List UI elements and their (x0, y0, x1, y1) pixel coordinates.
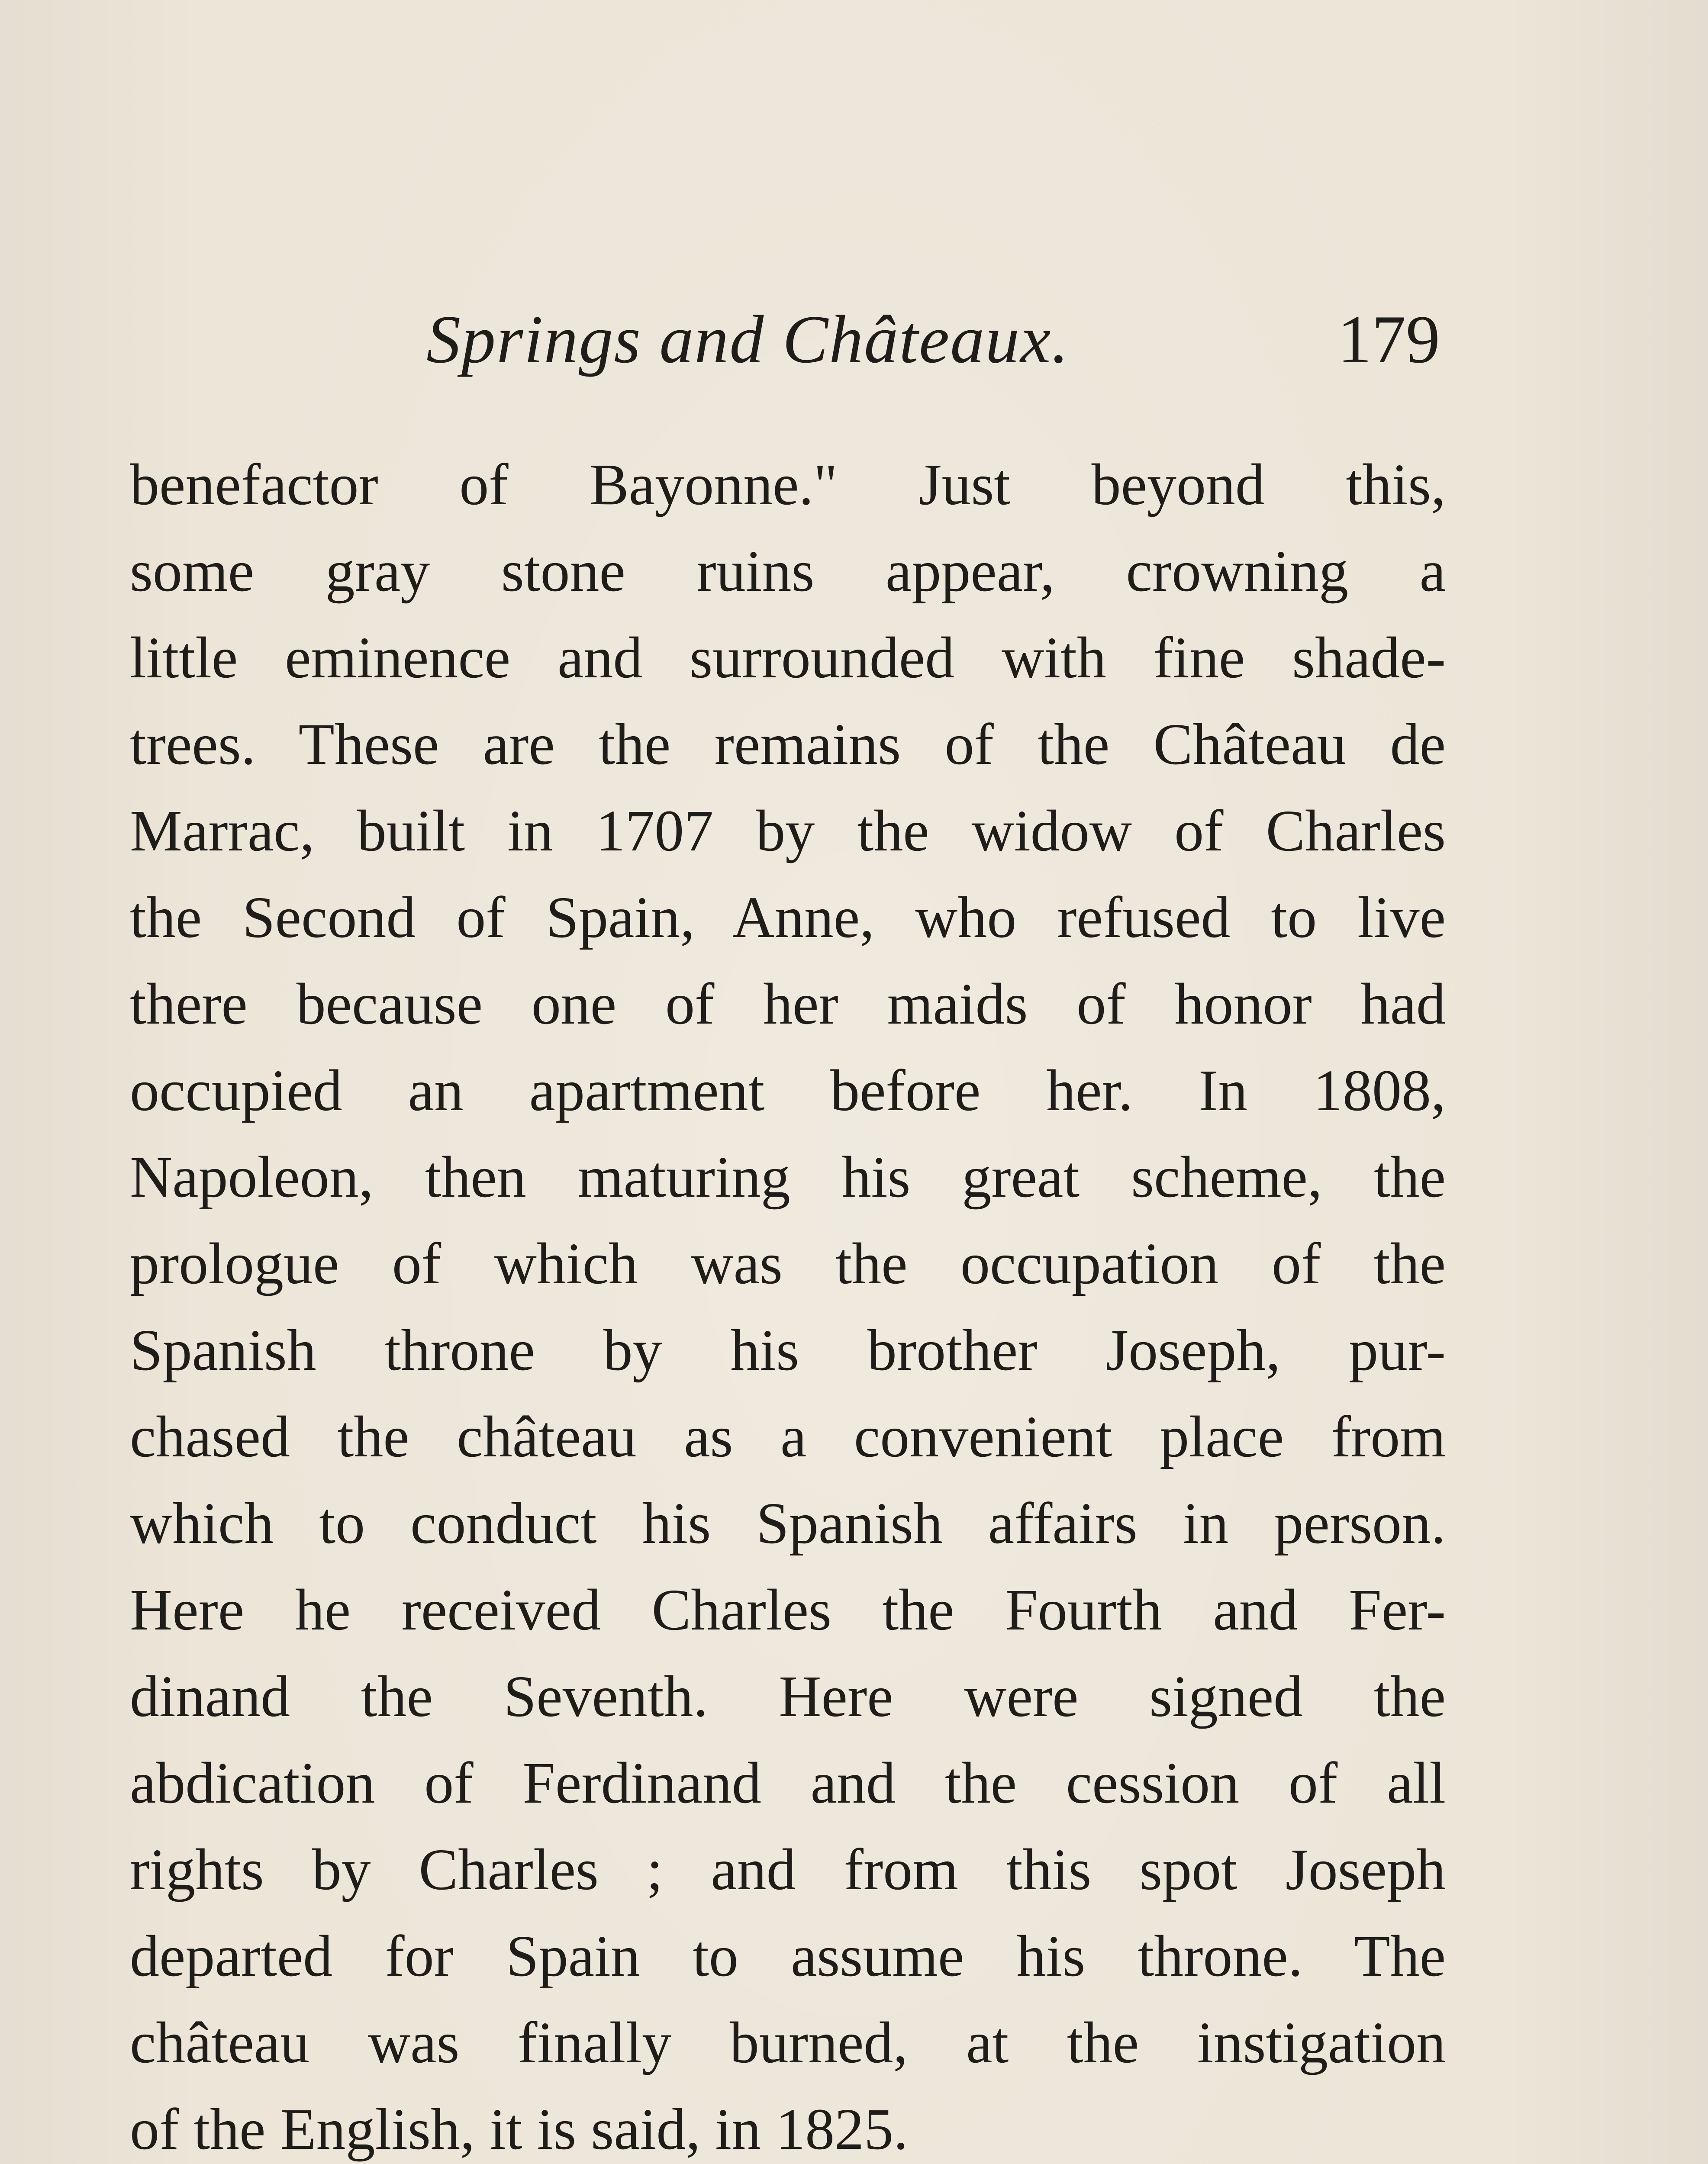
text-line: trees. These are the remains of the Château de (130, 712, 1446, 777)
body-text (130, 441, 1446, 2164)
text-line: little eminence and surrounded with fine shade- (130, 625, 1446, 690)
text-line: dinand the Seventh. Here were signed the (130, 1664, 1446, 1729)
paragraph-1 (130, 441, 1446, 2164)
text-line: Napoleon, then maturing his great scheme, the (130, 1145, 1446, 1210)
running-title: Springs and Châteaux. (426, 302, 1070, 377)
text-line: some gray stone ruins appear, crowning a (130, 539, 1446, 604)
text-line: Marrac, built in 1707 by the widow of Charles (130, 799, 1446, 863)
text-line: château was finally burned, at the instigation (130, 2010, 1446, 2075)
page-number: 179 (1337, 302, 1440, 377)
text-line: rights by Charles ; and from this spot Joseph (130, 1837, 1446, 1902)
running-head (0, 299, 1708, 381)
text-line: prologue of which was the occupation of the (130, 1231, 1446, 1296)
text-line: which to conduct his Spanish affairs in person. (130, 1491, 1446, 1556)
text-line: Here he received Charles the Fourth and Fer- (130, 1578, 1446, 1642)
text-line: benefactor of Bayonne." Just beyond this, (130, 452, 1446, 517)
text-line: the Second of Spain, Anne, who refused to live (130, 885, 1446, 950)
text-line: chased the château as a convenient place from (130, 1404, 1446, 1469)
text-line: Spanish throne by his brother Joseph, pur- (130, 1318, 1446, 1383)
text-line: of the English, it is said, in 1825. (130, 2097, 909, 2162)
text-line: abdication of Ferdinand and the cession of all (130, 1751, 1446, 1816)
text-line: there because one of her maids of honor had (130, 972, 1446, 1037)
text-line: occupied an apartment before her. In 1808, (130, 1058, 1446, 1123)
text-line: departed for Spain to assume his throne. The (130, 1924, 1446, 1989)
